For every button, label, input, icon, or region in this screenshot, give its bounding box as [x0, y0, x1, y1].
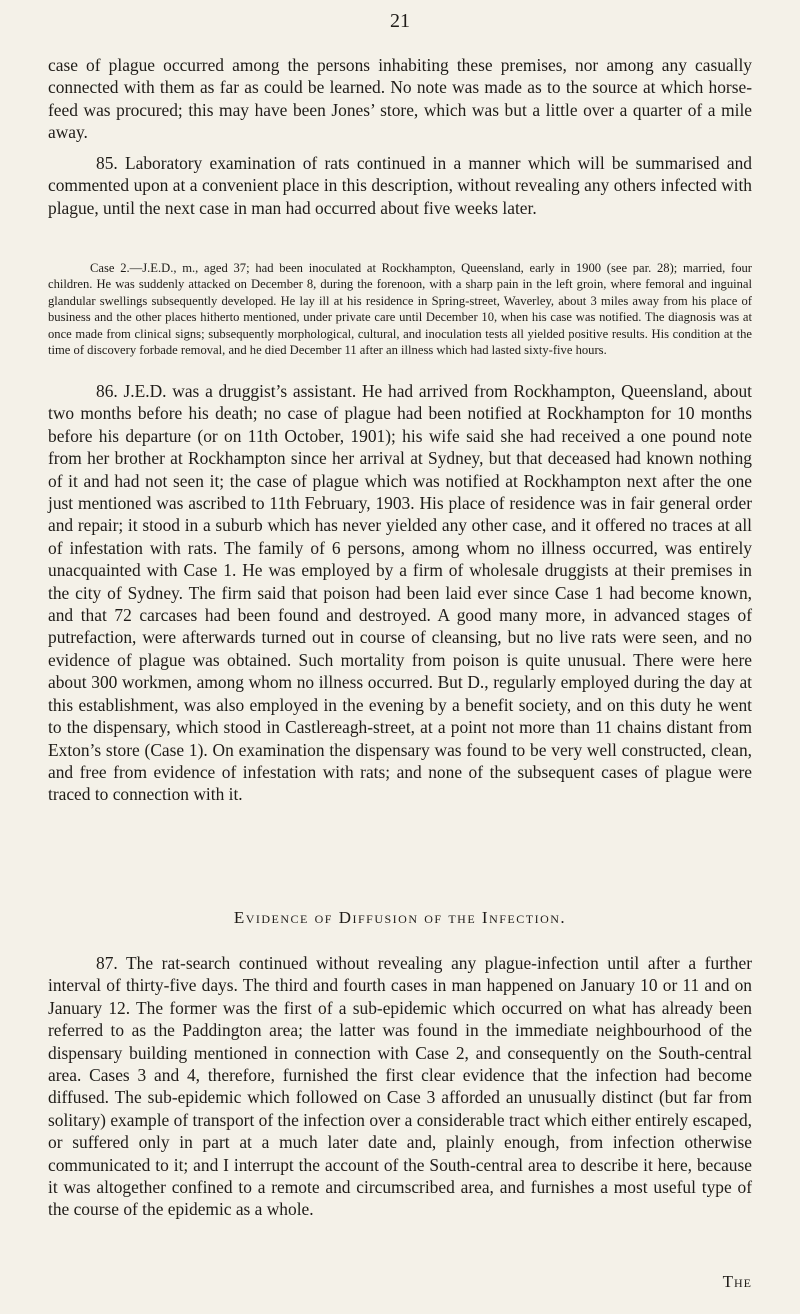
page-number: 21 — [390, 10, 410, 32]
paragraph-continuation: case of plague occurred among the persons inhabiting these premises, nor among any casually connected with them as far as could be learned. No note was made as to the source at which horse-feed was procured; this may have been Jones’ store, which was but a little over a quarter of a mile away. — [48, 55, 752, 143]
paragraph-87: 87. The rat-search continued without revealing any plague-infection until after a further interval of thirty-five days. The third and fourth cases in man happened on January 10 or 11 and on January 12. The former was the first of a sub-epidemic which occurred on what has already been referred to as the Paddington area; the latter was found in the immediate neighbourhood of the dispensary building mentioned in connection with Case 2, and consequently on the South-central area. Cases 3 and 4, therefore, furnished the first clear evidence that the infection had become diffused. The sub-epidemic which followed on Case 3 afforded an unusually distinct (but far from solitary) example of transport of the infection over a considerable tract which either entirely escaped, or suffered only in part at a much later date and, plainly enough, from infection otherwise communicated to it; and I interrupt the account of the South-central area to describe it here, because it was altogether confined to a remote and circumscribed area, and furnishes a most useful type of the course of the epidemic as a whole. — [48, 953, 752, 1220]
case-note-2: Case 2.—J.E.D., m., aged 37; had been inoculated at Rockhampton, Queensland, early in 1900 (see par. 28); married, four children. He was suddenly attacked on December 8, during the forenoon, with a sharp pain in the left groin, where femoral and inguinal glandular swellings subsequently developed. He lay ill at his residence in Spring-street, Waverley, about 3 miles away from his place of business and the other places hitherto mentioned, under private care until December 10, when his case was notified. The diagnosis was at once made from clinical signs; subsequently morphological, cultural, and inoculation tests all yielded positive results. His condition at the time of discovery forbade removal, and he died December 11 after an illness which had lasted sixty-five hours. — [48, 261, 752, 358]
section-heading: Evidence of Diffusion of the Infection. — [233, 908, 567, 927]
catchword: The — [722, 1272, 752, 1291]
paragraph-86: 86. J.E.D. was a druggist’s assistant. He had arrived from Rockhampton, Queensland, about two months before his death; no case of plague had been notified at Rockhampton for 10 months before his departure (or on 11th October, 1901); his wife said she had received a one pound note from her brother at Rockhampton since her arrival at Sydney, but that deceased had known nothing of it and had not seen it; the case of plague which was notified at Rockhampton next after the one just mentioned was ascribed to 11th February, 1903. His place of residence was in fair general order and repair; it stood in a suburb which has never yielded any other case, and it offered no traces at all of infestation with rats. The family of 6 persons, among whom no illness occurred, was entirely unacquainted with Case 1. He was employed by a firm of wholesale druggists at their premises in the city of Sydney. The firm said that poison had been laid ever since Case 1 had become known, and that 72 carcases had been found and destroyed. A good many more, in advanced stages of putrefaction, were afterwards turned out in course of cleansing, but no live rats were seen, and no evidence of plague was obtained. Such mortality from poison is quite unusual. There were here about 300 workmen, among whom no illness occurred. But D., regularly employed during the day at this establishment, was also employed in the evening by a benefit society, and on this duty he went to the dispensary, which stood in Castlereagh-street, at a point not more than 11 chains distant from Exton’s store (Case 1). On examination the dispensary was found to be very well constructed, clean, and free from evidence of infestation with rats; and none of the subsequent cases of plague were traced to connection with it. — [48, 381, 752, 805]
paragraph-85: 85. Laboratory examination of rats continued in a manner which will be summarised and commented upon at a convenient place in this description, without revealing any others infected with plague, until the next case in man had occurred about five weeks later. — [48, 153, 752, 218]
